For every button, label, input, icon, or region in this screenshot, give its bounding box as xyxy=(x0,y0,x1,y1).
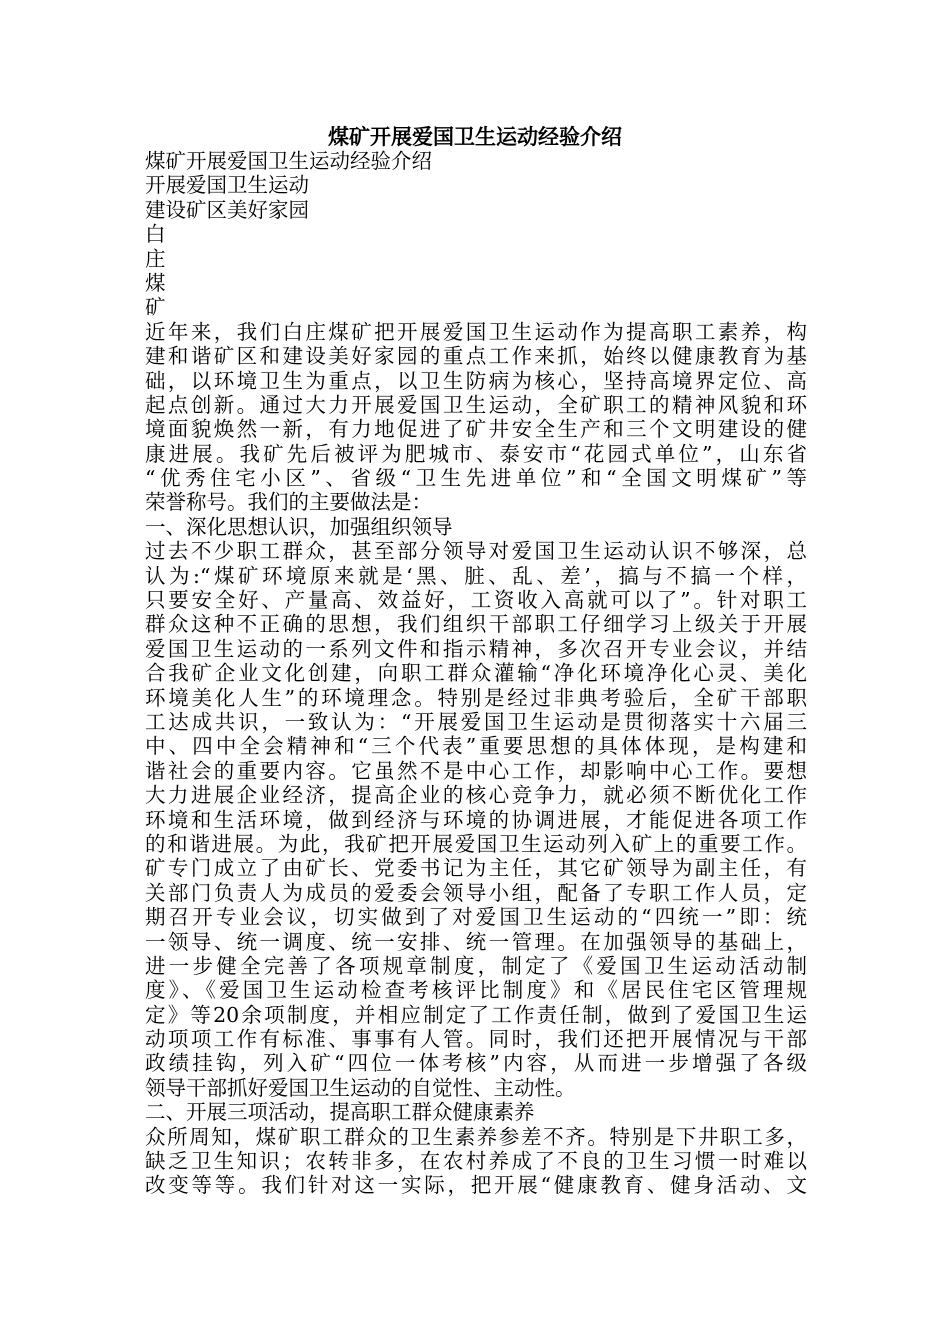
text-line: 关部门负责人为成员的爱委会领导小组，配备了专职工作人员，定 xyxy=(145,880,807,905)
text-line: 近年来，我们白庄煤矿把开展爱国卫生运动作为提高职工素养，构 xyxy=(145,319,807,344)
text-line: 境面貌焕然一新，有力地促进了矿井安全生产和三个文明建设的健 xyxy=(145,417,807,442)
text-line: 二、开展三项活动，提高职工群众健康素养 xyxy=(145,1100,535,1125)
text-line: 建设矿区美好家园 xyxy=(145,197,309,222)
text-line: 白 xyxy=(145,222,166,247)
document-body xyxy=(145,149,807,1198)
document-title: 煤矿开展爱国卫生运动经验介绍 xyxy=(328,125,622,149)
text-line: 起点创新。通过大力开展爱国卫生运动，全矿职工的精神风貌和环 xyxy=(145,392,807,417)
text-line: 础，以环境卫生为重点，以卫生防病为核心，坚持高境界定位、高 xyxy=(145,368,807,393)
text-line: “优秀住宅小区”、省级“卫生先进单位”和“全国文明煤矿”等 xyxy=(145,466,807,491)
text-line: 煤 xyxy=(145,270,166,295)
text-line: 期召开专业会议，切实做到了对爱国卫生运动的“四统一”即：统 xyxy=(145,905,807,930)
text-line: 政绩挂钩，列入矿“四位一体考核”内容，从而进一步增强了各级 xyxy=(145,1051,807,1076)
text-line: 爱国卫生运动的一系列文件和指示精神，多次召开专业会议，并结 xyxy=(145,636,807,661)
text-line: 众所周知，煤矿职工群众的卫生素养参差不齐。特别是下井职工多， xyxy=(145,1124,807,1149)
text-line: 中、四中全会精神和“三个代表”重要思想的具体体现，是构建和 xyxy=(145,734,807,759)
text-line: 群众这种不正确的思想，我们组织干部职工仔细学习上级关于开展 xyxy=(145,612,807,637)
text-line: 环境美化人生”的环境理念。特别是经过非典考验后，全矿干部职 xyxy=(145,685,807,710)
text-line: 定》等20余项制度，并相应制定了工作责任制，做到了爱国卫生运 xyxy=(145,1002,807,1027)
text-line: 的和谐进展。为此，我矿把开展爱国卫生运动列入矿上的重要工作。 xyxy=(145,831,807,856)
text-line: 合我矿企业文化创建，向职工群众灌输“净化环境净化心灵、美化 xyxy=(145,661,807,686)
text-line: 矿 xyxy=(145,295,166,320)
text-line: 荣誉称号。我们的主要做法是： xyxy=(145,490,432,515)
text-line: 庄 xyxy=(145,246,166,271)
text-line: 开展爱国卫生运动 xyxy=(145,173,309,198)
text-line: 领导干部抓好爱国卫生运动的自觉性、主动性。 xyxy=(145,1075,576,1100)
text-line: 谐社会的重要内容。它虽然不是中心工作，却影响中心工作。要想 xyxy=(145,758,807,783)
text-line: 动项项工作有标准、事事有人管。同时，我们还把开展情况与干部 xyxy=(145,1027,807,1052)
text-line: 缺乏卫生知识；农转非多，在农村养成了不良的卫生习惯一时难以 xyxy=(145,1149,807,1174)
text-line: 建和谐矿区和建设美好家园的重点工作来抓，始终以健康教育为基 xyxy=(145,344,807,369)
text-line: 康进展。我矿先后被评为肥城市、泰安市“花园式单位”，山东省 xyxy=(145,441,807,466)
text-line: 认为:“煤矿环境原来就是‘黑、脏、乱、差’，搞与不搞一个样， xyxy=(145,563,807,588)
text-line: 大力进展企业经济，提高企业的核心竞争力，就必须不断优化工作 xyxy=(145,783,807,808)
text-line: 进一步健全完善了各项规章制度，制定了《爱国卫生运动活动制 xyxy=(145,953,807,978)
text-line: 度》、《爱国卫生运动检查考核评比制度》和《居民住宅区管理规 xyxy=(145,978,807,1003)
text-line: 一领导、统一调度、统一安排、统一管理。在加强领导的基础上， xyxy=(145,929,807,954)
text-line: 只要安全好、产量高、效益好，工资收入高就可以了”。针对职工 xyxy=(145,588,807,613)
text-line: 矿专门成立了由矿长、党委书记为主任，其它矿领导为副主任，有 xyxy=(145,856,807,881)
text-line: 煤矿开展爱国卫生运动经验介绍 xyxy=(145,149,432,173)
text-line: 工达成共识，一致认为：“开展爱国卫生运动是贯彻落实十六届三 xyxy=(145,709,807,734)
text-line: 一、深化思想认识，加强组织领导 xyxy=(145,514,453,539)
text-line: 环境和生活环境，做到经济与环境的协调进展，才能促进各项工作 xyxy=(145,807,807,832)
text-line: 过去不少职工群众，甚至部分领导对爱国卫生运动认识不够深，总 xyxy=(145,539,807,564)
text-line: 改变等等。我们针对这一实际，把开展“健康教育、健身活动、文 xyxy=(145,1173,807,1198)
